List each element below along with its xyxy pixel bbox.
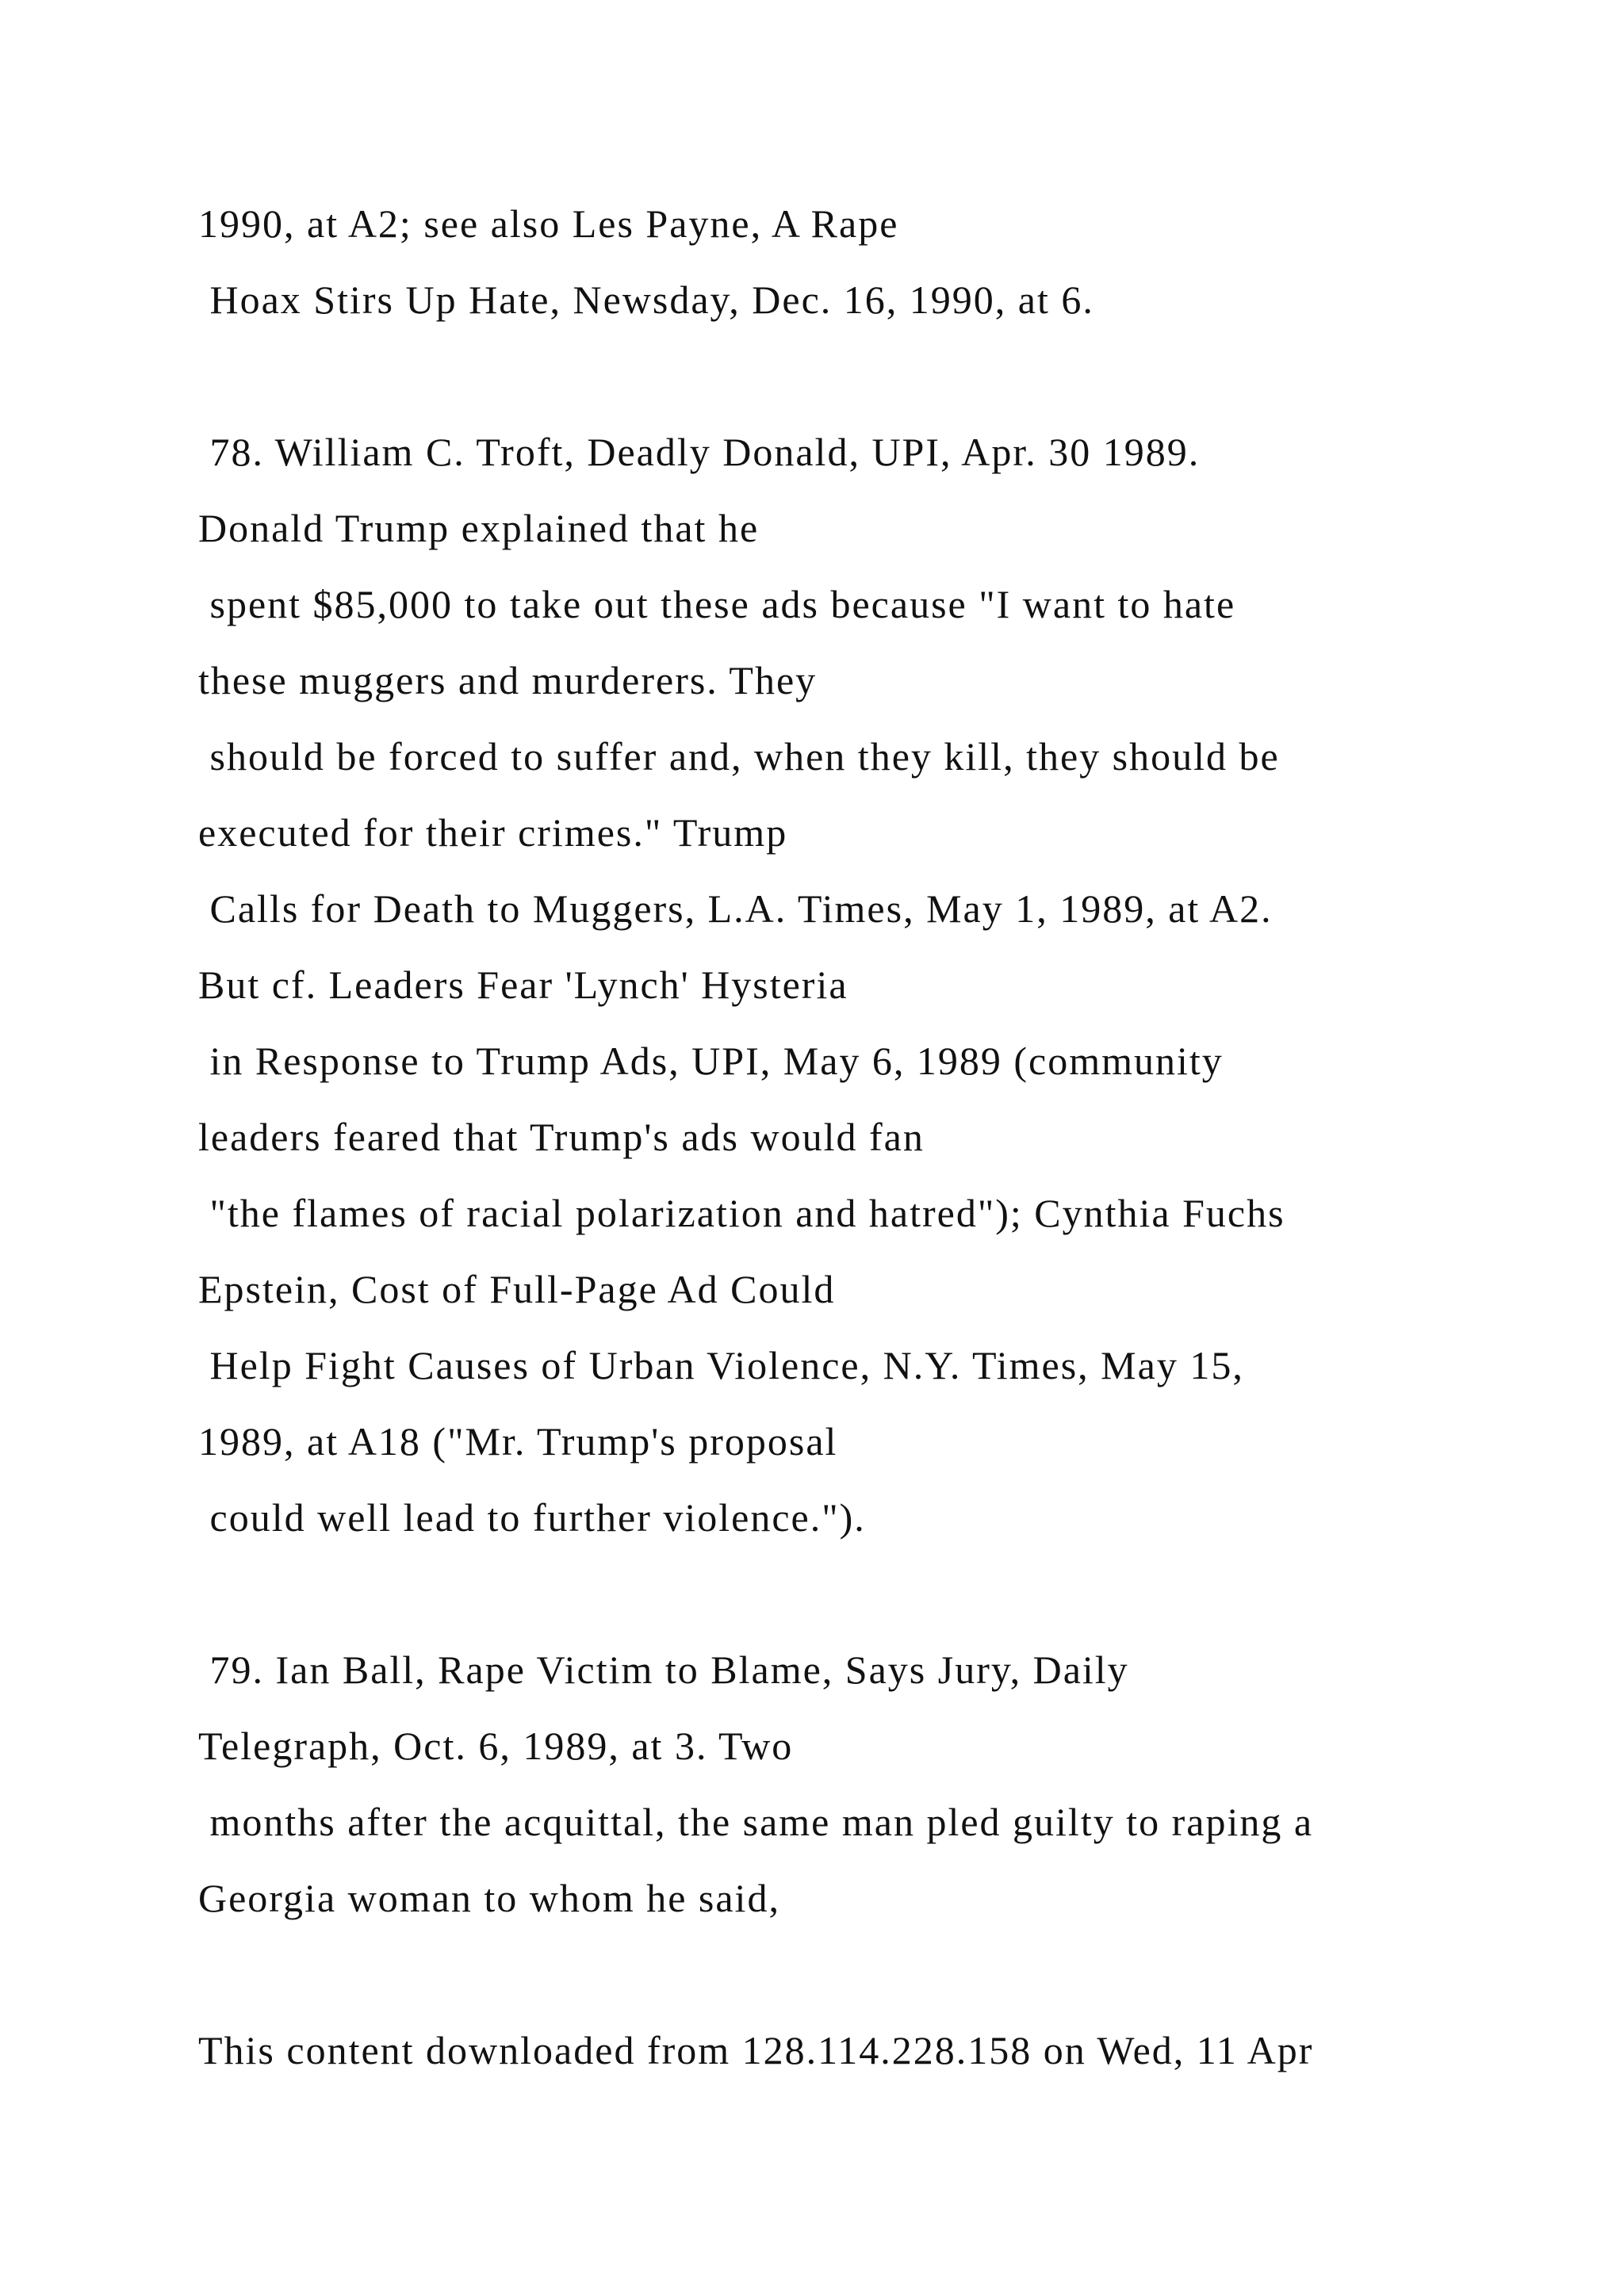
- text-line: executed for their crimes." Trump: [198, 810, 788, 855]
- text-line: Calls for Death to Muggers, L.A. Times, May 1, 1989, at A2.: [198, 886, 1273, 931]
- text-line: Donald Trump explained that he: [198, 506, 760, 550]
- text-line: these muggers and murderers. They: [198, 658, 818, 702]
- text-line: in Response to Trump Ads, UPI, May 6, 1989 (community: [198, 1039, 1224, 1083]
- footnote-79-start: 79. Ian Ball, Rape Victim to Blame, Says Jury, Daily: [198, 1647, 1129, 1692]
- text-line: "the flames of racial polarization and hatred"); Cynthia Fuchs: [198, 1191, 1285, 1235]
- text-line: 1989, at A18 ("Mr. Trump's proposal: [198, 1419, 838, 1464]
- text-line: leaders feared that Trump's ads would fan: [198, 1115, 925, 1159]
- text-line: Telegraph, Oct. 6, 1989, at 3. Two: [198, 1724, 794, 1768]
- text-line: Hoax Stirs Up Hate, Newsday, Dec. 16, 1990, at 6.: [198, 277, 1094, 322]
- text-line: could well lead to further violence.").: [198, 1495, 866, 1540]
- footnote-78-start: 78. William C. Troft, Deadly Donald, UPI, Apr. 30 1989.: [198, 430, 1201, 474]
- download-notice: This content downloaded from 128.114.228.158 on Wed, 11 Apr: [198, 2028, 1314, 2072]
- text-line: Help Fight Causes of Urban Violence, N.Y. Times, May 15,: [198, 1343, 1244, 1387]
- text-line: Epstein, Cost of Full-Page Ad Could: [198, 1267, 836, 1311]
- text-line: should be forced to suffer and, when they kill, they should be: [198, 734, 1280, 779]
- text-line: months after the acquittal, the same man pled guilty to raping a: [198, 1800, 1314, 1844]
- text-line: But cf. Leaders Fear 'Lynch' Hysteria: [198, 962, 848, 1007]
- text-line: Georgia woman to whom he said,: [198, 1876, 780, 1920]
- text-line: spent $85,000 to take out these ads because "I want to hate: [198, 582, 1236, 626]
- text-line: 1990, at A2; see also Les Payne, A Rape: [198, 201, 899, 246]
